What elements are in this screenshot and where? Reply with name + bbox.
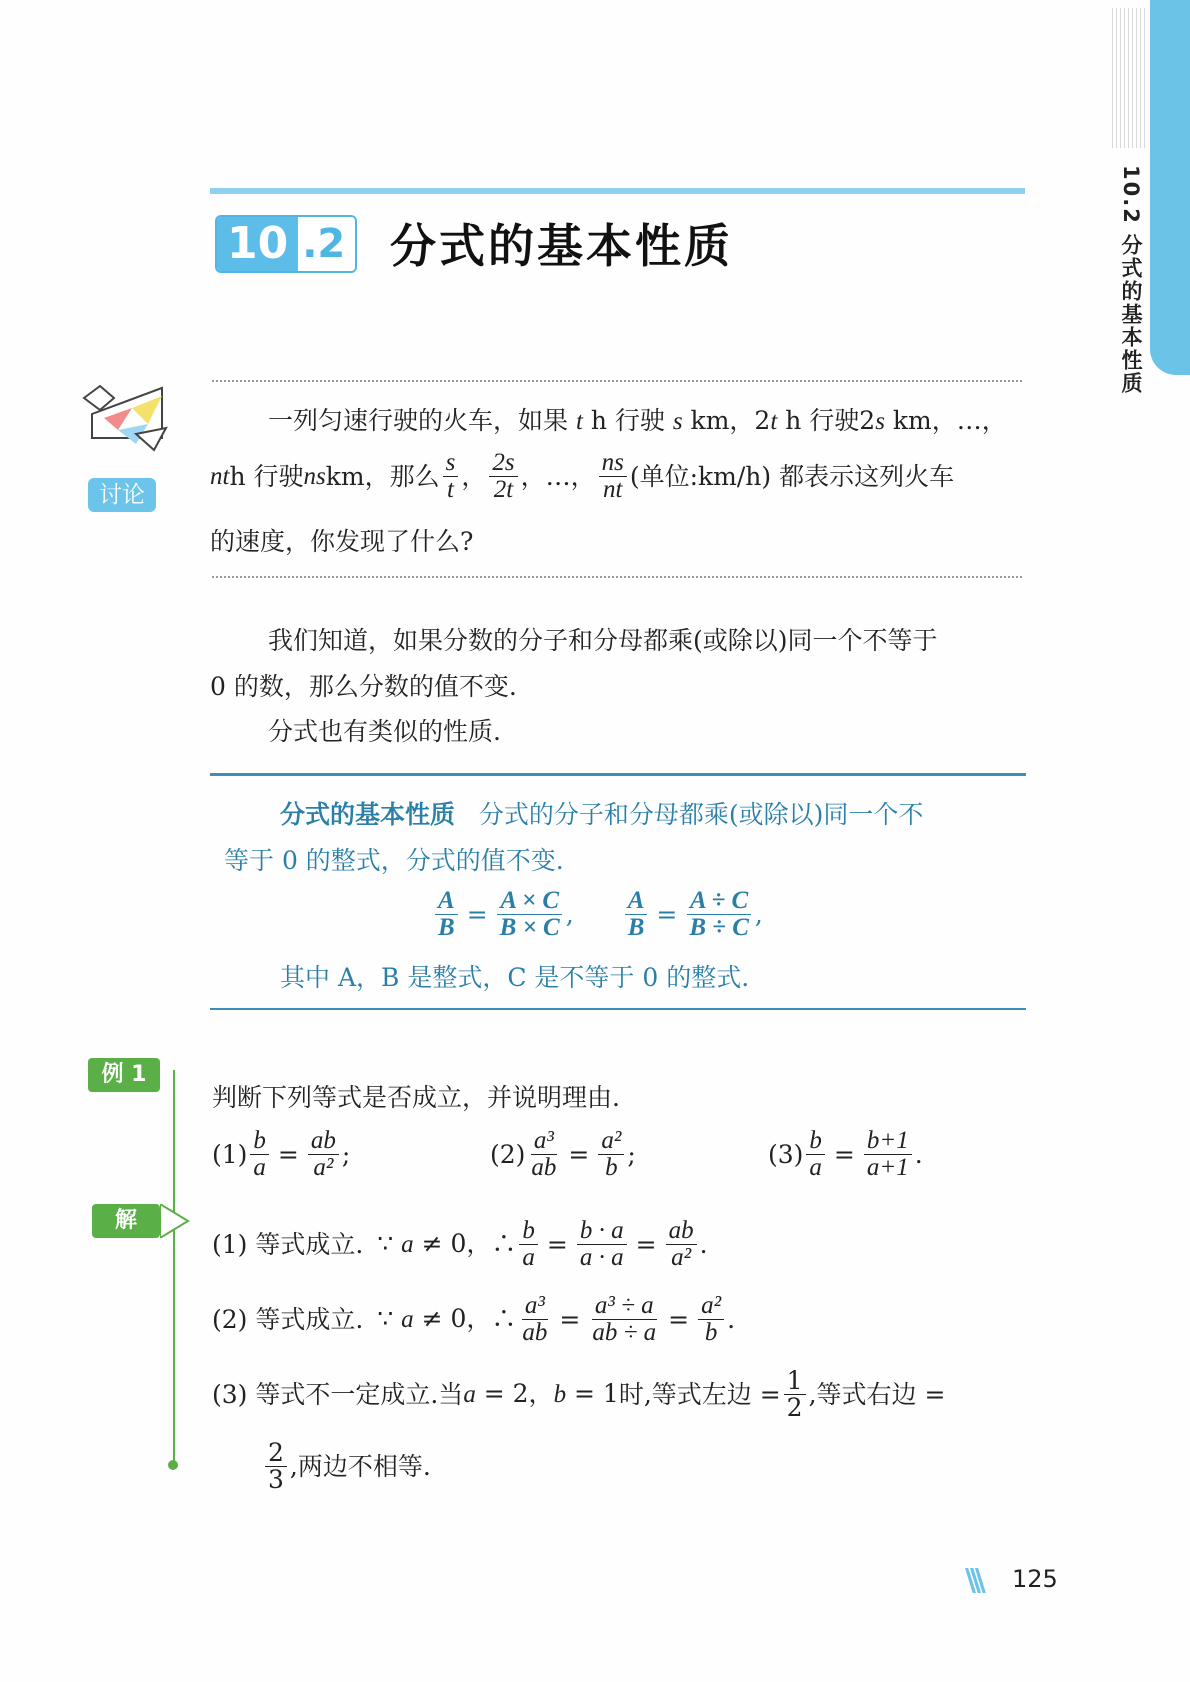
denominator: nt: [603, 476, 623, 504]
fraction: $\frac{2}{3}$: [265, 1440, 287, 1494]
numerator: s: [443, 450, 459, 477]
example-badge: 例 1: [88, 1058, 160, 1092]
fraction: [443, 450, 459, 504]
var: s: [672, 408, 683, 435]
discussion-line-1: [268, 406, 1007, 437]
fraction: [489, 450, 517, 504]
text: (1) 等式成立.: [212, 1229, 364, 1259]
denominator: 2t: [493, 476, 514, 504]
solution-badge: 解: [92, 1204, 160, 1238]
intro-line-2: 0 的数，那么分数的值不变.: [210, 672, 517, 701]
text: (单位:km/h) 都表示这列火车: [629, 461, 955, 491]
property-formulas: $\frac{A}{B}$ = $\frac{A \times C}{B \times C}$ , $\frac{A}{B}$ = $\frac{A \div C}{B \div C}$ ,: [432, 888, 763, 942]
text: km，…，: [884, 406, 1007, 435]
fraction: $\frac{ab}{\text{a²}}$: [308, 1128, 339, 1182]
solution-line-2: (2) 等式成立. ∵ a ≠ 0，∴ $\frac{\text{a³}}{ab}$ = $\frac{\text{a³ ÷ a}}{ab \div a}$ = $\frac{\text{a²}}{b}$ .: [212, 1292, 736, 1347]
section-number-minor: .2: [298, 217, 355, 271]
fraction: $\frac{\text{a²}}{b}$: [698, 1293, 724, 1347]
text: h 行驶: [229, 461, 304, 491]
fraction: [599, 450, 627, 504]
fraction: $\frac{1}{2}$: [784, 1368, 806, 1422]
section-number-badge: [215, 215, 357, 273]
section-title: 分式的基本性质: [390, 219, 733, 273]
text: h 行驶2: [777, 406, 876, 435]
property-line-2: 等于 0 的整式，分式的值不变.: [224, 846, 564, 875]
text: km，2: [682, 406, 771, 435]
fraction: $\frac{b \cdot a}{a \cdot a}$: [577, 1218, 627, 1272]
numerator: A ÷ C: [687, 888, 751, 915]
section-number-major: 10: [217, 217, 298, 271]
denominator: B × C: [499, 914, 560, 942]
text: ，…，: [520, 461, 596, 491]
text: h 行驶: [582, 406, 665, 435]
example-prompt: 判断下列等式是否成立，并说明理由.: [212, 1083, 620, 1112]
property-line-1: [280, 800, 923, 830]
fraction: $\frac{\text{a³}}{ab}$: [531, 1127, 557, 1182]
label: (2): [490, 1139, 526, 1169]
var: ns: [303, 462, 326, 490]
label: (3): [768, 1139, 804, 1169]
example-question-2: (2) $\frac{\text{a³}}{ab}$ = $\frac{\text{a²}}{b}$ ;: [490, 1127, 636, 1182]
fraction: $\frac{\text{a³ ÷ a}}{ab \div a}$: [592, 1292, 657, 1347]
fraction: $\frac{b}{a}$: [519, 1218, 538, 1272]
var: nt: [210, 462, 230, 490]
discussion-bottom-rule: [212, 576, 1022, 578]
example-question-3: (3) $\frac{b}{a}$ = $\frac{b+1}{a+1}$ .: [768, 1127, 923, 1182]
discussion-badge: 讨论: [88, 478, 156, 512]
chapter-tab-label: 10.2 分式的基本性质: [1119, 165, 1143, 396]
text: km，那么: [325, 461, 440, 491]
denominator: t: [447, 476, 454, 504]
fraction: $\frac{\text{a³}}{ab}$: [522, 1292, 548, 1347]
solution-arrow-icon: [160, 1204, 192, 1238]
fraction: $\frac{\text{a²}}{b}$: [598, 1128, 624, 1182]
discussion-line-3: 的速度，你发现了什么?: [210, 527, 474, 556]
fraction: $\frac{b}{a}$: [806, 1128, 825, 1182]
denominator: B: [438, 914, 455, 942]
text: ,等式右边 =: [808, 1379, 946, 1409]
numerator: 2s: [489, 450, 517, 477]
solution-line-1: (1) 等式成立. ∵ a ≠ 0，∴ $\frac{b}{a}$ = $\frac{b \cdot a}{a \cdot a}$ = $\frac{ab}{\text{a²}}$ .: [212, 1217, 708, 1272]
intro-line-3: 分式也有类似的性质.: [268, 717, 501, 746]
page-decoration: \\\: [965, 1563, 980, 1598]
solution-line-4: [262, 1440, 431, 1494]
discussion-line-2: nt h 行驶 ns km，那么 $\frac{s}{t}$ ， $\frac{2s}{2t}$ ，…， $\frac{ns}{nt}$ (单位:km/h) 都表示这列火车: [210, 449, 955, 504]
fraction: [435, 888, 458, 942]
denominator: B ÷ C: [689, 914, 749, 942]
page-number: 125: [1012, 1565, 1058, 1593]
solution-line-3: (3) 等式不一定成立.当 a = 2，b = 1 时,等式左边 = $\frac{1}{2}$ ,等式右边 =: [212, 1366, 946, 1423]
fraction: [625, 888, 648, 942]
property-bottom-rule: [210, 1008, 1026, 1010]
numerator: ns: [599, 450, 627, 477]
var: t: [770, 408, 778, 435]
numerator: A: [625, 888, 648, 915]
example-question-1: (1) $\frac{b}{a}$ = $\frac{ab}{\text{a²}}$ ;: [212, 1127, 351, 1182]
fraction: [497, 888, 563, 942]
fraction: $\frac{b}{a}$: [250, 1128, 269, 1182]
text: ,两边不相等.: [289, 1451, 431, 1481]
text: 一列匀速行驶的火车，如果: [268, 406, 569, 435]
fraction: [686, 888, 752, 942]
property-heading: 分式的基本性质: [280, 800, 456, 829]
numerator: A × C: [497, 888, 562, 915]
side-decoration: [1112, 8, 1146, 148]
chapter-tab: [1150, 0, 1190, 375]
property-line-3: 其中 A，B 是整式，C 是不等于 0 的整式.: [280, 963, 750, 992]
property-top-rule: [210, 773, 1026, 776]
fraction: $\frac{b+1}{a+1}$: [864, 1128, 912, 1182]
var: s: [875, 408, 885, 435]
text: 分式的分子和分母都乘(或除以)同一个不: [478, 800, 924, 829]
text: 时,等式左边 =: [618, 1379, 781, 1409]
denominator: B: [627, 914, 645, 942]
var: t: [575, 408, 583, 435]
example-timeline: [173, 1070, 175, 1465]
text: (3) 等式不一定成立.当: [212, 1379, 464, 1409]
numerator: A: [435, 888, 458, 915]
header-rule: [210, 188, 1025, 194]
label: (1): [212, 1139, 248, 1169]
text: (2) 等式成立.: [212, 1304, 364, 1334]
fraction: $\frac{ab}{\text{a²}}$: [666, 1218, 697, 1272]
intro-line-1: 我们知道，如果分数的分子和分母都乘(或除以)同一个不等于: [268, 626, 938, 655]
discussion-icon: [78, 384, 170, 464]
discussion-top-rule: [212, 380, 1022, 382]
example-timeline-end: [168, 1460, 178, 1470]
